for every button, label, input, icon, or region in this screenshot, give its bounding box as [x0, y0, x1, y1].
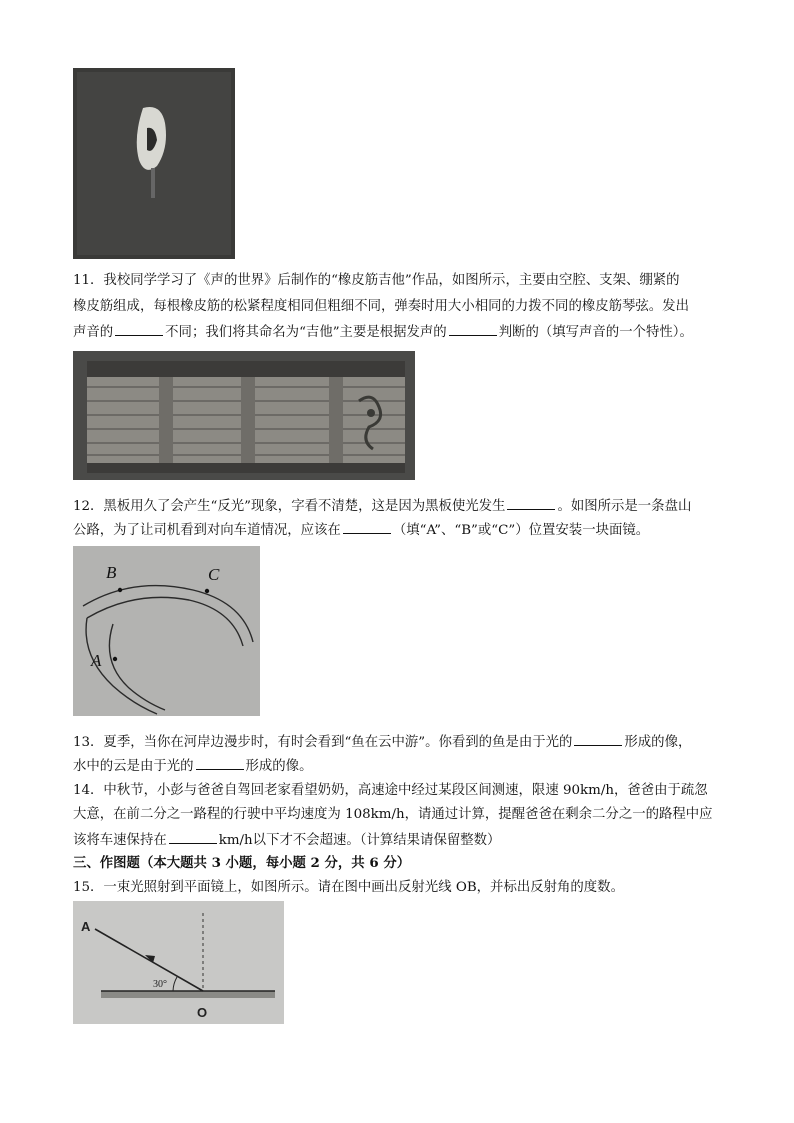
label-a: A — [91, 651, 102, 670]
q11-line1: 11．我校同学学习了《声的世界》后制作的“橡皮筋吉他”作品，如图所示，主要由空腔、支架、绷紧的 — [73, 273, 680, 288]
q12-text-b: 。如图所示是一条盘山 — [557, 499, 692, 514]
q11-line2: 橡皮筋组成，每根橡皮筋的松紧程度相同但粗细不同，弹奏时用大小相同的力拨不同的橡皮筋琴弦。发出 — [73, 299, 689, 314]
q11-text-a: 声音的 — [73, 325, 114, 340]
rubber-band-guitar-photo — [73, 351, 415, 480]
guitar-graphic — [73, 351, 415, 480]
q13-text-b: 形成的像， — [624, 735, 692, 750]
label-a: A — [81, 919, 91, 934]
reflection-diagram — [73, 901, 284, 1024]
q12-text-c: 公路，为了让司机看到对向车道情况，应该在 — [73, 523, 341, 538]
q11-text-b: 不同；我们将其命名为“吉他”主要是根据发声的 — [165, 325, 447, 340]
q13-blank-1[interactable] — [574, 731, 622, 746]
q14-line3 — [73, 829, 500, 851]
road-diagram — [73, 546, 260, 716]
angle-label: 30° — [153, 979, 167, 990]
label-b: B — [106, 563, 117, 582]
label-c: C — [208, 565, 220, 584]
q14-blank-1[interactable] — [169, 829, 217, 844]
q11-blank-2[interactable] — [449, 321, 497, 336]
q11-line3 — [73, 321, 693, 343]
q13-line2 — [73, 755, 312, 777]
mirror-reflection-figure — [73, 901, 284, 1024]
q14-line2: 大意，在前二分之一路程的行驶中平均速度为 108km/h，请通过计算，提醒爸爸在剩余二分之一的路程中应 — [73, 807, 713, 822]
q13-line1 — [73, 731, 691, 753]
q11-blank-1[interactable] — [115, 321, 163, 336]
q14-text-b: km/h以下才不会超速。（计算结果请保留整数） — [218, 833, 501, 848]
q15-line1: 15．一束光照射到平面镜上，如图所示。请在图中画出反射光线 OB，并标出反射角的度数。 — [73, 880, 624, 895]
q14-line1: 14．中秋节，小彭与爸爸自驾回老家看望奶奶，高速途中经过某段区间测速，限速 90km/h，爸爸由于疏忽 — [73, 783, 708, 798]
q13-text-d: 形成的像。 — [245, 759, 313, 774]
q12-text-a: 12．黑板用久了会产生“反光”现象，字看不清楚，这是因为黑板使光发生 — [73, 499, 506, 514]
q13-text-a: 13．夏季，当你在河岸边漫步时，有时会看到“鱼在云中游”。你看到的鱼是由于光的 — [73, 735, 573, 750]
q12-blank-2[interactable] — [343, 519, 391, 534]
q13-blank-2[interactable] — [196, 755, 244, 770]
mountain-road-figure — [73, 546, 260, 716]
q12-line2 — [73, 519, 649, 541]
q12-line1 — [73, 495, 691, 517]
q13-text-c: 水中的云是由于光的 — [73, 759, 194, 774]
label-o: O — [197, 1005, 208, 1020]
q14-text-a: 该将车速保持在 — [73, 833, 167, 848]
q12-text-d: （填“A”、“B”或“C”）位置安装一块面镜。 — [392, 523, 650, 538]
top-photo — [73, 68, 235, 259]
top-photo-graphic — [73, 68, 235, 259]
q12-blank-1[interactable] — [507, 495, 555, 510]
section3-heading: 三、作图题（本大题共 3 小题，每小题 2 分，共 6 分） — [73, 855, 411, 871]
q11-text-c: 判断的（填写声音的一个特性）。 — [498, 325, 693, 340]
